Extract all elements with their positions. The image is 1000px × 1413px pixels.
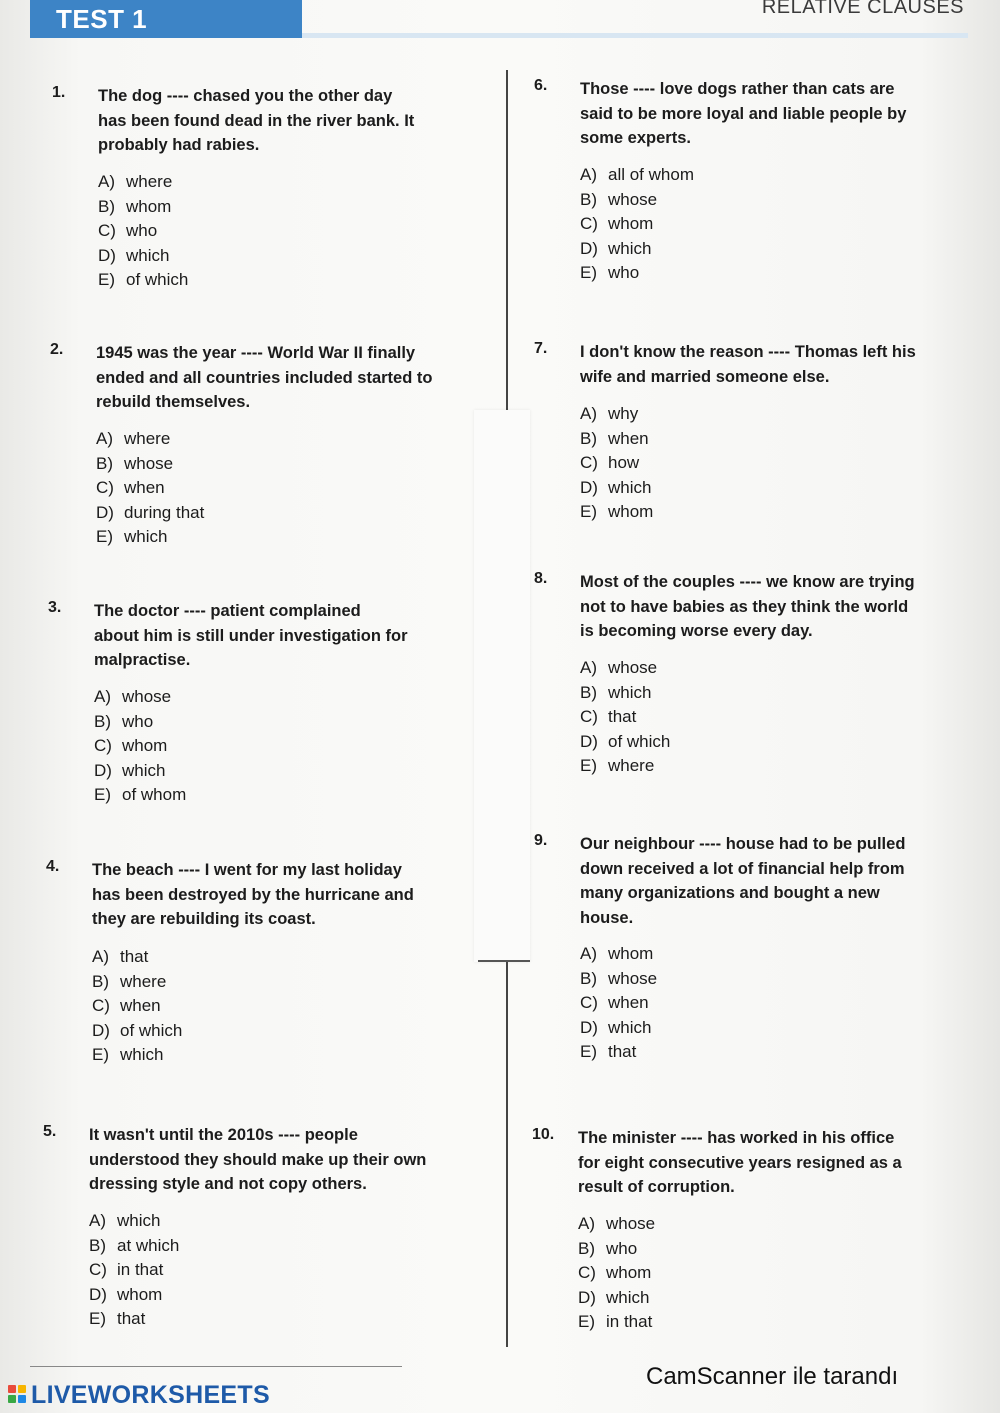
answer-option[interactable] [578, 1286, 655, 1311]
answer-option[interactable] [96, 525, 204, 550]
option-text: whose [608, 968, 658, 988]
brand-logo[interactable] [8, 1381, 270, 1409]
option-text: whom [117, 1284, 163, 1304]
answer-option[interactable] [92, 1019, 182, 1044]
option-letter: A) [92, 947, 109, 966]
option-letter: B) [94, 711, 111, 731]
brand-name: LIVEWORKSHEETS [31, 1380, 270, 1409]
question-line: they are rebuilding its coast. [92, 910, 316, 928]
option-letter: E) [580, 502, 597, 522]
answer-option[interactable] [94, 710, 186, 735]
option-text: when [124, 478, 165, 498]
scanner-watermark: CamScanner ile tarandı [646, 1363, 899, 1390]
question-line: is becoming worse every day. [580, 622, 813, 640]
answer-option[interactable] [580, 476, 653, 501]
option-letter: C) [89, 1260, 107, 1280]
answer-options [580, 402, 653, 525]
option-text: which [117, 1211, 161, 1230]
answer-option[interactable] [578, 1237, 655, 1262]
question-line: probably had rabies. [98, 136, 260, 154]
question-line: result of corruption. [578, 1178, 735, 1196]
question-text [92, 858, 472, 932]
answer-option[interactable] [578, 1261, 655, 1286]
option-letter: D) [96, 502, 114, 522]
question-line: I don't know the reason ---- Thomas left his [580, 343, 916, 361]
answer-options [578, 1212, 655, 1335]
answer-option[interactable] [94, 759, 186, 784]
option-text: whose [124, 453, 174, 473]
question-line: has been found dead in the river bank. It [98, 111, 415, 130]
answer-option[interactable] [89, 1209, 179, 1234]
option-letter: D) [92, 1020, 110, 1040]
answer-option[interactable] [98, 195, 188, 220]
option-letter: B) [578, 1238, 595, 1258]
option-text: where [120, 971, 167, 991]
answer-option[interactable] [580, 1040, 657, 1065]
option-text: who [608, 263, 640, 283]
option-text: that [608, 707, 637, 727]
answer-option[interactable] [580, 451, 653, 476]
paper-patch [474, 410, 530, 962]
patch-rule [478, 960, 530, 962]
question-line: ended and all countries included started to [96, 368, 433, 387]
option-text: who [606, 1238, 638, 1258]
answer-options [89, 1209, 179, 1332]
liveworksheets-logo-icon [8, 1385, 28, 1405]
option-text: that [117, 1309, 146, 1329]
option-letter: E) [98, 270, 115, 290]
question-line: Those ---- love dogs rather than cats are [580, 80, 895, 98]
option-text: where [126, 172, 173, 191]
question-line: rebuild themselves. [96, 393, 251, 411]
option-text: whose [606, 1214, 656, 1233]
option-letter: A) [580, 944, 597, 963]
option-text: whom [606, 1263, 652, 1283]
option-text: of which [608, 731, 671, 751]
question-line: some experts. [580, 129, 691, 147]
question-number: 5. [43, 1123, 57, 1140]
option-letter: D) [580, 238, 598, 258]
option-text: which [124, 527, 168, 547]
question-line: 1945 was the year ---- World War II finally [96, 344, 416, 362]
option-text: that [608, 1042, 637, 1062]
option-letter: C) [578, 1263, 596, 1283]
answer-option[interactable] [96, 427, 204, 452]
option-text: which [608, 1017, 652, 1037]
question-line: malpractise. [94, 651, 191, 669]
answer-options [96, 427, 204, 550]
option-text: when [608, 428, 649, 448]
answer-option[interactable] [580, 500, 653, 525]
answer-option[interactable] [580, 754, 670, 779]
question-text [580, 832, 960, 930]
answer-option[interactable] [580, 237, 694, 262]
answer-options [580, 163, 694, 286]
question-text [94, 599, 474, 673]
option-text: all of whom [608, 165, 694, 184]
option-letter: D) [580, 731, 598, 751]
question-text [580, 77, 960, 151]
question-number: 4. [46, 858, 60, 875]
option-letter: C) [98, 221, 116, 241]
option-letter: B) [92, 971, 109, 991]
option-letter: D) [578, 1287, 596, 1307]
option-letter: C) [580, 453, 598, 473]
option-text: whom [608, 214, 654, 234]
question-line: Our neighbour ---- house had to be pulled [580, 835, 906, 853]
option-letter: E) [89, 1309, 106, 1329]
option-text: whose [608, 658, 658, 677]
answer-options [92, 945, 182, 1068]
answer-option[interactable] [98, 219, 188, 244]
option-letter: C) [580, 214, 598, 234]
answer-option[interactable] [580, 991, 657, 1016]
option-letter: A) [96, 429, 113, 448]
option-text: whose [122, 687, 172, 706]
option-letter: E) [580, 263, 597, 283]
answer-options [580, 656, 670, 779]
option-text: which [122, 760, 166, 780]
option-letter: D) [580, 477, 598, 497]
answer-option[interactable] [89, 1234, 179, 1259]
header-rule [302, 33, 968, 38]
option-letter: E) [580, 756, 597, 776]
option-text: during that [124, 502, 205, 522]
option-letter: A) [89, 1211, 106, 1230]
answer-option[interactable] [580, 427, 653, 452]
question-line: wife and married someone else. [580, 367, 830, 386]
answer-option[interactable] [578, 1212, 655, 1237]
question-line: dressing style and not copy others. [89, 1175, 367, 1193]
option-text: how [608, 453, 640, 473]
option-letter: E) [96, 527, 113, 547]
option-letter: D) [98, 245, 116, 265]
question-text [89, 1123, 469, 1197]
option-text: why [608, 404, 639, 423]
option-letter: B) [580, 189, 597, 209]
option-letter: C) [96, 478, 114, 498]
option-letter: A) [580, 165, 597, 184]
option-text: who [122, 711, 154, 731]
question-number: 10. [532, 1126, 555, 1143]
option-text: in that [606, 1312, 653, 1332]
answer-option[interactable] [580, 212, 694, 237]
answer-option[interactable] [89, 1283, 179, 1308]
option-letter: B) [580, 968, 597, 988]
option-text: that [120, 947, 149, 966]
option-text: whom [608, 944, 654, 963]
answer-option[interactable] [89, 1307, 179, 1332]
question-number: 6. [534, 77, 548, 94]
question-line: down received a lot of financial help from [580, 859, 905, 878]
option-letter: A) [580, 658, 597, 677]
answer-option[interactable] [580, 656, 670, 681]
option-text: of whom [122, 785, 187, 805]
answer-option[interactable] [92, 945, 182, 970]
option-text: whom [608, 502, 654, 522]
question-number: 7. [534, 340, 548, 357]
answer-option[interactable] [92, 994, 182, 1019]
option-letter: E) [578, 1312, 595, 1332]
answer-option[interactable] [580, 402, 653, 427]
option-letter: D) [580, 1017, 598, 1037]
option-text: which [120, 1045, 164, 1065]
answer-option[interactable] [94, 783, 186, 808]
answer-option[interactable] [98, 244, 188, 269]
option-text: which [126, 245, 170, 265]
option-letter: A) [94, 687, 111, 706]
question-text [580, 340, 960, 389]
answer-option[interactable] [580, 705, 670, 730]
question-text [580, 570, 960, 644]
option-text: of which [126, 270, 189, 290]
question-line: about him is still under investigation for [94, 626, 408, 645]
option-text: where [124, 429, 171, 448]
question-line: has been destroyed by the hurricane and [92, 885, 414, 904]
option-text: who [126, 221, 158, 241]
answer-option[interactable] [580, 188, 694, 213]
option-text: which [606, 1287, 650, 1307]
option-letter: B) [89, 1235, 106, 1255]
option-text: when [120, 996, 161, 1016]
answer-option[interactable] [580, 681, 670, 706]
answer-option[interactable] [96, 476, 204, 501]
answer-option[interactable] [94, 685, 186, 710]
option-text: when [608, 993, 649, 1013]
question-line: for eight consecutive years resigned as a [578, 1153, 902, 1172]
option-letter: A) [578, 1214, 595, 1233]
answer-option[interactable] [580, 967, 657, 992]
question-number: 1. [52, 84, 66, 101]
option-text: whose [608, 189, 658, 209]
question-text [96, 341, 476, 415]
answer-options [94, 685, 186, 808]
answer-option[interactable] [98, 170, 188, 195]
answer-option[interactable] [580, 1016, 657, 1041]
option-letter: B) [98, 196, 115, 216]
answer-option[interactable] [578, 1310, 655, 1335]
question-line: many organizations and bought a new [580, 884, 880, 902]
column-divider [506, 70, 508, 410]
option-letter: B) [580, 682, 597, 702]
question-line: The doctor ---- patient complained [94, 602, 361, 620]
option-text: whom [126, 196, 172, 216]
section-label: RELATIVE CLAUSES [761, 0, 964, 18]
option-text: at which [117, 1235, 180, 1255]
answer-option[interactable] [580, 163, 694, 188]
question-number: 9. [534, 832, 548, 849]
question-number: 2. [50, 341, 64, 358]
column-divider-lower [506, 962, 508, 1347]
answer-option[interactable] [96, 452, 204, 477]
option-letter: C) [580, 707, 598, 727]
question-line: It wasn't until the 2010s ---- people [89, 1126, 358, 1144]
option-letter: C) [92, 996, 110, 1016]
answer-option[interactable] [580, 261, 694, 286]
question-line: said to be more loyal and liable people by [580, 104, 907, 123]
question-line: The minister ---- has worked in his office [578, 1129, 895, 1147]
option-text: which [608, 477, 652, 497]
question-line: The dog ---- chased you the other day [98, 87, 393, 105]
answer-options [98, 170, 188, 293]
question-line: The beach ---- I went for my last holiday [92, 861, 402, 879]
option-letter: B) [580, 428, 597, 448]
answer-option[interactable] [94, 734, 186, 759]
option-letter: A) [580, 404, 597, 423]
question-line: Most of the couples ---- we know are trying [580, 573, 915, 591]
answer-option[interactable] [92, 1043, 182, 1068]
option-letter: E) [580, 1042, 597, 1062]
option-text: in that [117, 1260, 164, 1280]
option-text: of which [120, 1020, 183, 1040]
option-text: which [608, 238, 652, 258]
answer-option[interactable] [96, 501, 204, 526]
answer-option[interactable] [98, 268, 188, 293]
answer-option[interactable] [580, 730, 670, 755]
answer-option[interactable] [89, 1258, 179, 1283]
option-letter: C) [94, 736, 112, 756]
option-letter: D) [89, 1284, 107, 1304]
question-number: 3. [48, 599, 62, 616]
question-text [578, 1126, 958, 1200]
answer-options [580, 942, 657, 1065]
option-text: which [608, 682, 652, 702]
answer-option[interactable] [92, 970, 182, 995]
question-line: not to have babies as they think the world [580, 597, 909, 616]
option-letter: E) [92, 1045, 109, 1065]
question-number: 8. [534, 570, 548, 587]
option-letter: E) [94, 785, 111, 805]
option-letter: A) [98, 172, 115, 191]
option-letter: D) [94, 760, 112, 780]
footer-rule [30, 1366, 402, 1367]
option-letter: B) [96, 453, 113, 473]
test-title: TEST 1 [56, 4, 148, 34]
option-text: where [608, 756, 655, 776]
question-line: house. [580, 908, 634, 927]
option-letter: C) [580, 993, 598, 1013]
option-text: whom [122, 736, 168, 756]
question-line: understood they should make up their own [89, 1150, 427, 1169]
question-text [98, 84, 478, 158]
answer-option[interactable] [580, 942, 657, 967]
